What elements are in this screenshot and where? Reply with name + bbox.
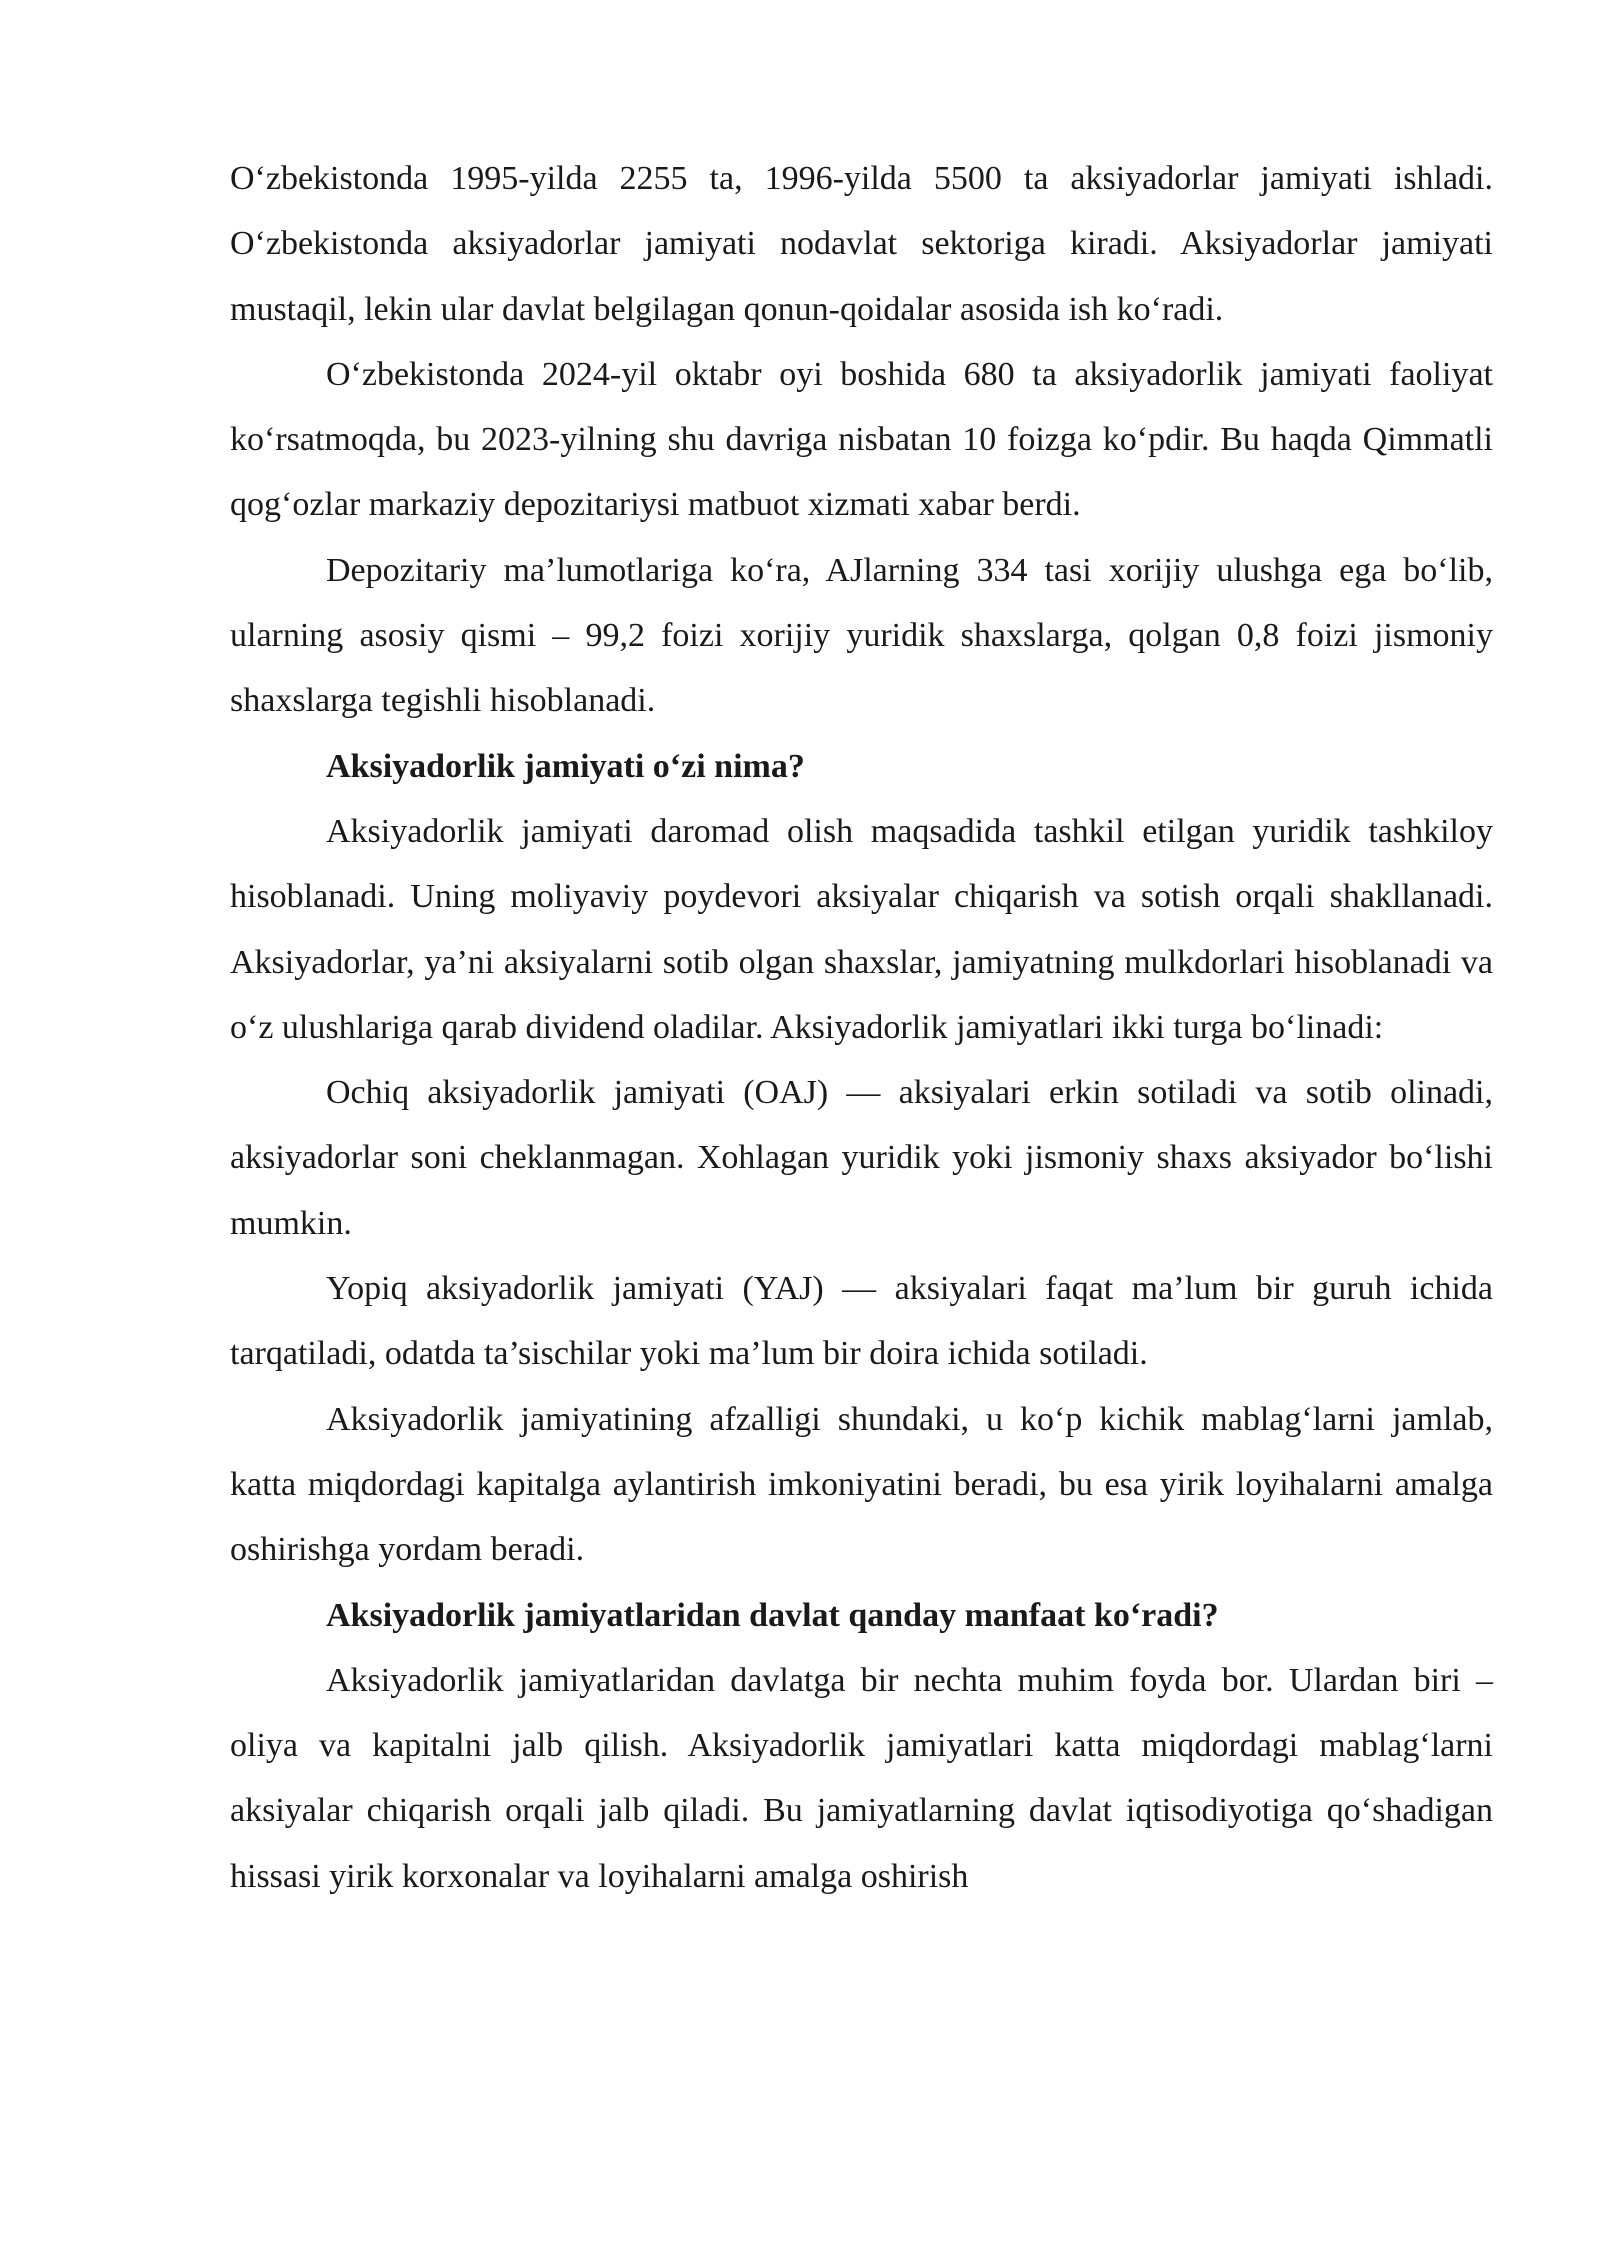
paragraph-open-joint-stock: Ochiq aksiyadorlik jamiyati (OAJ) — aksiyalari erkin sotiladi va sotib olinadi, aksiyadorlar soni cheklanmagan. Xohlagan yuridik yoki jismoniy shaxs aksiyador bo‘lishi mumkin. xyxy=(230,1074,1493,1242)
paragraph-ae-count-2024: O‘zbekistonda 2024-yil oktabr oyi boshida 680 ta aksiyadorlik jamiyati faoliyat ko‘rsatmoqda, bu 2023-yilning shu davriga nisbatan 10 foizga ko‘pdir. Bu haqda Qimmatli qog‘ozlar markaziy depozitariysi matbuot xizmati xabar berdi. xyxy=(230,355,1493,524)
document-body xyxy=(230,146,1493,1909)
paragraph-state-benefit: Aksiyadorlik jamiyatlaridan davlatga bir nechta muhim foyda bor. Ulardan biri – oliya va kapitalni jalb qilish. Aksiyadorlik jamiyatlari katta miqdordagi mablag‘larni aksiyalar chiqarish orqali jalb qiladi. Bu jamiyatlarning davlat iqtisodiyotiga qo‘shadigan hissasi yirik korxonalar va loyihalarni amalga oshirish xyxy=(230,1661,1493,1895)
paragraph-foreign-share: Depozitariy ma’lumotlariga ko‘ra, AJlarning 334 tasi xorijiy ulushga ega bo‘lib, ularning asosiy qismi – 99,2 foizi xorijiy yuridik shaxslarga, qolgan 0,8 foizi jismoniy shaxslarga tegishli hisoblanadi. xyxy=(230,551,1493,720)
heading-state-benefit: Aksiyadorlik jamiyatlaridan davlat qanday manfaat ko‘radi? xyxy=(326,1596,1219,1634)
paragraph-definition: Aksiyadorlik jamiyati daromad olish maqsadida tashkil etilgan yuridik tashkiloy hisoblanadi. Uning moliyaviy poydevori aksiyalar chiqarish va sotish orqali shakllanadi. Aksiyadorlar, ya’ni aksiyalarni sotib olgan shaxslar, jamiyatning mulkdorlari hisoblanadi va o‘z ulushlariga qarab dividend oladilar. Aksiyadorlik jamiyatlari ikki turga bo‘linadi: xyxy=(230,812,1493,1046)
paragraph-closed-joint-stock: Yopiq aksiyadorlik jamiyati (YAJ) — aksiyalari faqat ma’lum bir guruh ichida tarqatiladi, odatda ta’sischilar yoki ma’lum bir doira ichida sotiladi. xyxy=(230,1270,1493,1373)
paragraph-ae-statistics-1995-1996: O‘zbekistonda 1995-yilda 2255 ta, 1996-yilda 5500 ta aksiyadorlar jamiyati ishladi. O‘zbekistonda aksiyadorlar jamiyati nodavlat sektoriga kiradi. Aksiyadorlar jamiyati mustaqil, lekin ular davlat belgilagan qonun-qoidalar asosida ish ko‘radi. xyxy=(230,160,1493,328)
paragraph-advantage: Aksiyadorlik jamiyatining afzalligi shundaki, u ko‘p kichik mablag‘larni jamlab, katta miqdordagi kapitalga aylantirish imkoniyatini beradi, bu esa yirik loyihalarni amalga oshirishga yordam beradi. xyxy=(230,1400,1493,1569)
heading-what-is-joint-stock-company: Aksiyadorlik jamiyati o‘zi nima? xyxy=(326,747,805,785)
